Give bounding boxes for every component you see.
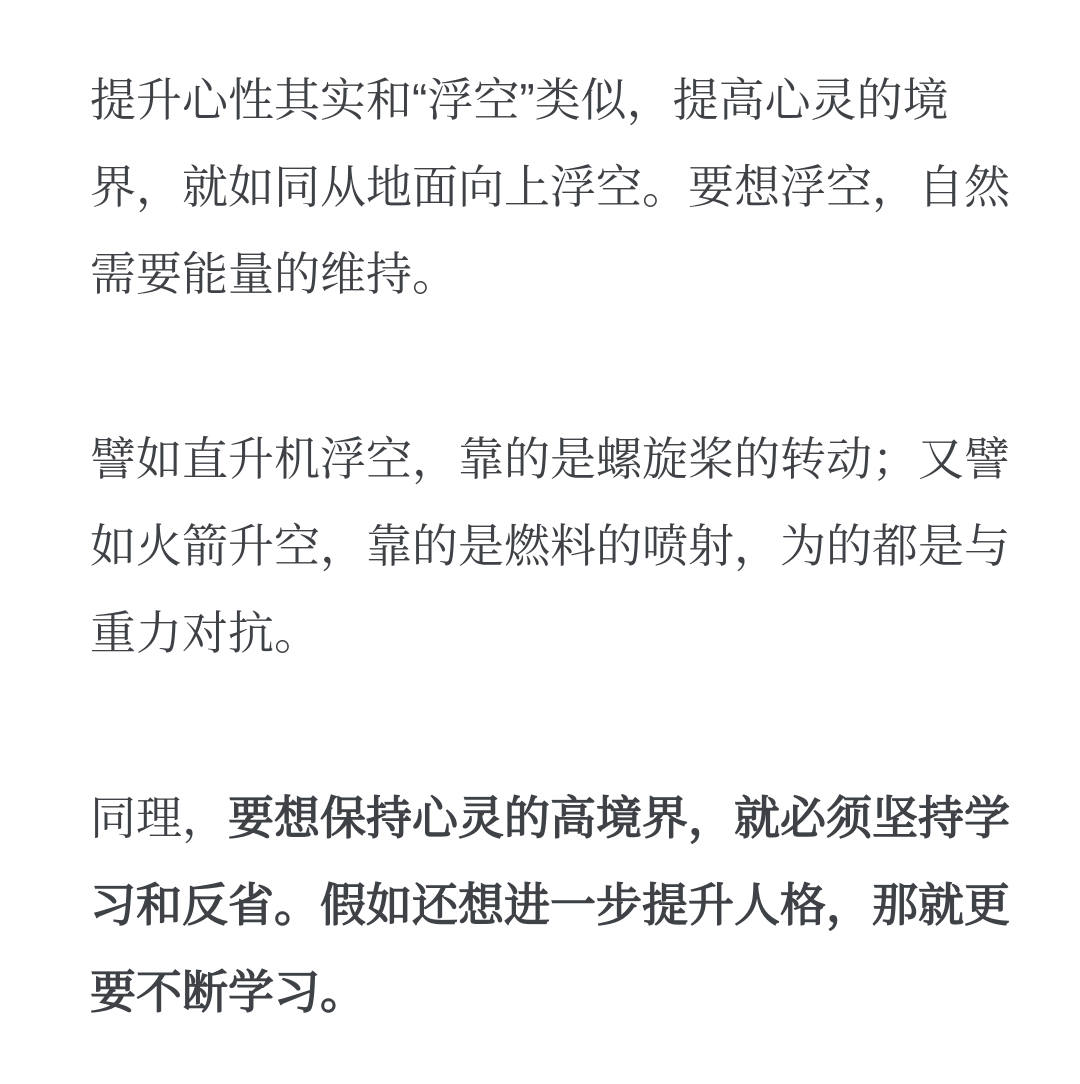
paragraph [90, 416, 1016, 677]
text-segment: 譬如直升机浮空，靠的是螺旋桨的转动；又譬如火箭升空，靠的是燃料的喷射，为的都是与重力对抗。 [90, 433, 1010, 659]
paragraph [90, 57, 1016, 318]
text-segment: 同理， [90, 792, 228, 844]
text-segment-bold: 要想保持心灵的高境界，就必须坚持学习和反省。假如还想进一步提升人格，那就更要不断学习。 [90, 792, 1010, 1018]
text-segment: 提升心性其实和“浮空”类似，提高心灵的境界，就如同从地面向上浮空。要想浮空，自然需要能量的维持。 [90, 74, 1010, 300]
article-body [90, 57, 1016, 1036]
paragraph [90, 775, 1016, 1036]
